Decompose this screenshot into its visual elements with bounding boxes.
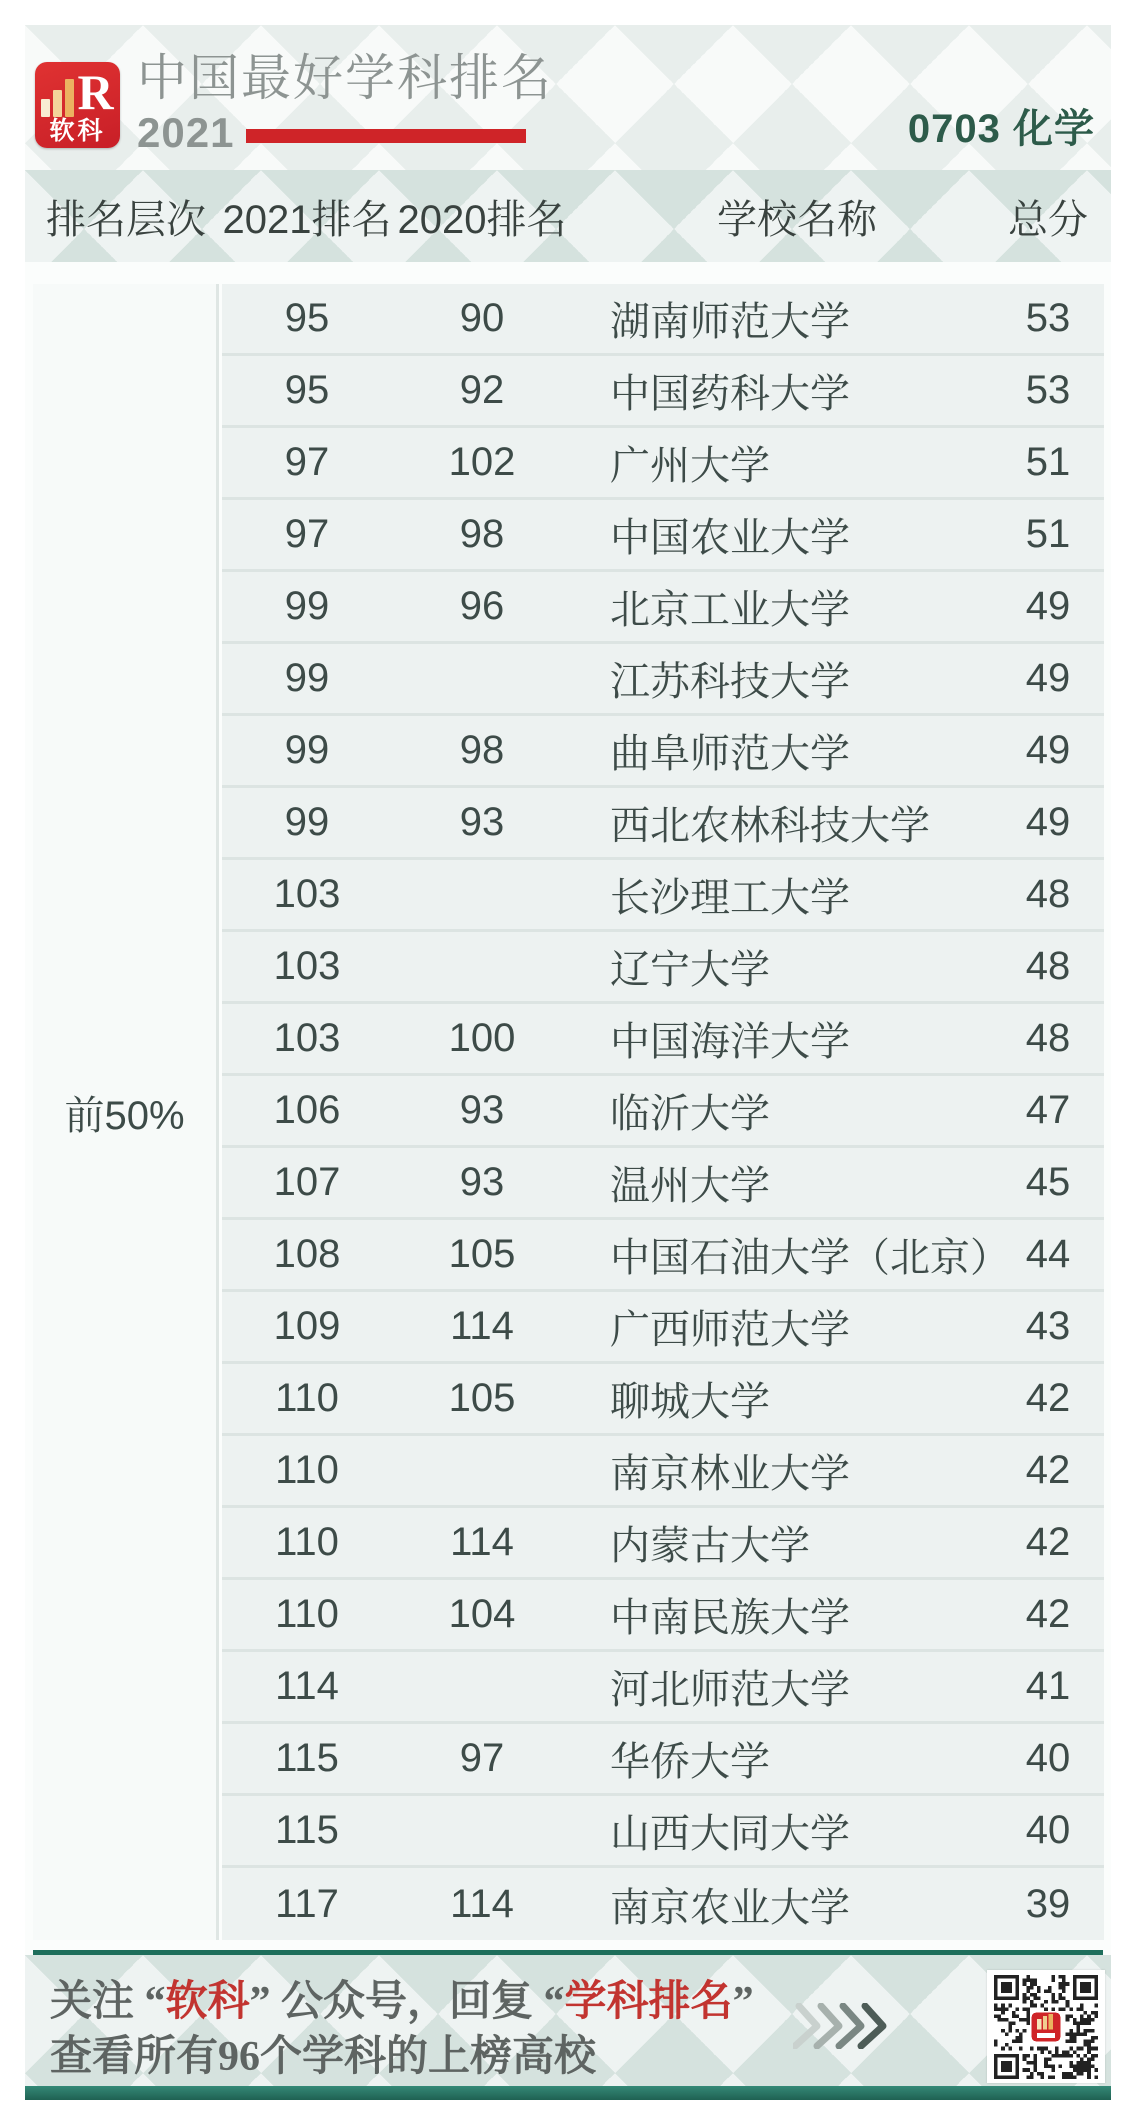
- page-title: 中国最好学科排名: [137, 50, 553, 106]
- school-name-cell: 中国药科大学: [610, 372, 850, 416]
- rank-2020-cell: 100: [448, 1016, 516, 1060]
- score-cell: 53: [1025, 368, 1071, 412]
- column-header-rank-2020: 2020排名: [397, 197, 567, 242]
- school-name-cell: 华侨大学: [610, 1740, 770, 1784]
- logo-brand-text: 软科: [49, 117, 106, 145]
- rank-2020-cell: 97: [459, 1736, 505, 1780]
- table-row: [222, 356, 1104, 428]
- rank-2020-cell: 114: [450, 1881, 514, 1926]
- column-header-tier: 排名层次: [46, 197, 206, 242]
- table-row: [222, 1076, 1104, 1148]
- score-cell: 49: [1025, 656, 1071, 700]
- rank-2020-cell: 92: [459, 368, 505, 412]
- score-cell: 42: [1025, 1520, 1071, 1564]
- score-cell: 49: [1025, 728, 1071, 772]
- score-cell: 49: [1025, 584, 1071, 628]
- subject-code-badge: 0703 化学: [907, 107, 1095, 151]
- rank-2020-cell: 98: [459, 512, 505, 556]
- bottom-bar: [25, 2086, 1111, 2100]
- rank-2021-cell: 110: [275, 1520, 339, 1564]
- table-row: [222, 1796, 1104, 1868]
- rank-2021-cell: 99: [284, 728, 330, 772]
- rank-2021-cell: 99: [284, 656, 330, 700]
- table-row: [222, 1220, 1104, 1292]
- footer-note-line2: 查看所有96个学科的上榜高校: [50, 2034, 597, 2080]
- school-name-cell: 温州大学: [610, 1164, 770, 1208]
- title-underline: [246, 129, 526, 143]
- rank-2021-cell: 110: [275, 1592, 339, 1636]
- rank-2021-cell: 115: [275, 1736, 339, 1780]
- table-row: [222, 1436, 1104, 1508]
- table-body: [33, 284, 1103, 1940]
- score-cell: 44: [1025, 1232, 1071, 1276]
- score-cell: 43: [1025, 1304, 1071, 1348]
- rank-2021-cell: 114: [275, 1664, 339, 1708]
- title-block: [137, 51, 553, 157]
- score-cell: 49: [1025, 800, 1071, 844]
- footer-text-part: ” 公众号，回复 “: [249, 1979, 565, 2025]
- rank-2021-cell: 97: [284, 512, 330, 556]
- school-name-cell: 广西师范大学: [610, 1308, 850, 1352]
- footer-highlight: 软科: [165, 1979, 250, 2025]
- column-header-school: 学校名称: [717, 197, 877, 242]
- school-name-cell: 中国农业大学: [610, 516, 850, 560]
- table-row: [222, 1652, 1104, 1724]
- score-cell: 48: [1025, 872, 1071, 916]
- score-cell: 40: [1025, 1808, 1071, 1852]
- table-row: [222, 1724, 1104, 1796]
- school-name-cell: 西北农林科技大学: [610, 804, 930, 848]
- rank-2021-cell: 115: [275, 1808, 339, 1852]
- score-cell: 42: [1025, 1376, 1071, 1420]
- footer-text-part: 关注 “: [50, 1979, 166, 2025]
- table-row: [222, 1868, 1104, 1940]
- table-row: [222, 284, 1104, 356]
- school-name-cell: 中南民族大学: [610, 1596, 850, 1640]
- rank-2020-cell: 104: [448, 1592, 516, 1636]
- table-row: [222, 932, 1104, 1004]
- rank-2021-cell: 99: [284, 584, 330, 628]
- school-name-cell: 南京农业大学: [610, 1885, 850, 1930]
- school-name-cell: 山西大同大学: [610, 1812, 850, 1856]
- logo-chart-mark: [41, 64, 114, 120]
- table-row: [222, 788, 1104, 860]
- qr-code: [987, 1970, 1105, 2083]
- rank-2021-cell: 106: [273, 1088, 341, 1132]
- table-row: [222, 1580, 1104, 1652]
- table-row: [222, 1148, 1104, 1220]
- table-row: [222, 1508, 1104, 1580]
- rank-2021-cell: 110: [275, 1448, 339, 1492]
- table-row: [222, 1292, 1104, 1364]
- table-row: [222, 428, 1104, 500]
- column-header-score: 总分: [1008, 197, 1088, 242]
- rank-2020-cell: 96: [459, 584, 505, 628]
- table-rows: [222, 284, 1104, 1940]
- school-name-cell: 曲阜师范大学: [610, 732, 850, 776]
- score-cell: 41: [1025, 1664, 1071, 1708]
- school-name-cell: 北京工业大学: [610, 588, 850, 632]
- tier-cell: [33, 284, 219, 1940]
- score-cell: 45: [1025, 1160, 1071, 1204]
- header-band: [25, 25, 1111, 170]
- footer-note-line1: [50, 1977, 754, 2027]
- edition-year: 2021: [137, 109, 235, 156]
- school-name-cell: 临沂大学: [610, 1092, 770, 1136]
- rank-2021-cell: 99: [284, 800, 330, 844]
- score-cell: 51: [1025, 512, 1071, 556]
- rank-2020-cell: 102: [448, 440, 516, 484]
- rank-2021-cell: 97: [284, 440, 330, 484]
- score-cell: 51: [1025, 440, 1071, 484]
- table-row: [222, 500, 1104, 572]
- rank-2021-cell: 110: [275, 1376, 339, 1420]
- bar-chart-icon: [41, 79, 74, 117]
- ranking-card: [25, 25, 1111, 2100]
- tier-label: 前50%: [64, 1093, 185, 1138]
- score-cell: 42: [1025, 1448, 1071, 1492]
- rank-2020-cell: 93: [459, 800, 505, 844]
- school-name-cell: 内蒙古大学: [610, 1524, 810, 1568]
- footer-note: [50, 1977, 754, 2082]
- table-row: [222, 644, 1104, 716]
- rank-2021-cell: 95: [284, 296, 330, 340]
- chevrons-right-icon: [793, 2003, 889, 2049]
- rank-2020-cell: 114: [450, 1520, 514, 1564]
- rank-2020-cell: 93: [459, 1160, 505, 1204]
- table-row: [222, 572, 1104, 644]
- score-cell: 48: [1025, 944, 1071, 988]
- footer-highlight: 学科排名: [564, 1979, 733, 2025]
- school-name-cell: 长沙理工大学: [610, 876, 850, 920]
- rank-2021-cell: 95: [284, 368, 330, 412]
- logo-r-mark: R: [77, 64, 114, 120]
- score-cell: 42: [1025, 1592, 1071, 1636]
- rank-2020-cell: 114: [450, 1304, 514, 1348]
- school-name-cell: 河北师范大学: [610, 1668, 850, 1712]
- school-name-cell: 中国石油大学（北京）: [610, 1236, 1010, 1280]
- school-name-cell: 湖南师范大学: [610, 300, 850, 344]
- rank-2021-cell: 103: [273, 944, 341, 988]
- school-name-cell: 聊城大学: [610, 1380, 770, 1424]
- rank-2021-cell: 109: [273, 1304, 341, 1348]
- rank-2021-cell: 117: [275, 1881, 339, 1926]
- rank-2020-cell: 105: [448, 1232, 516, 1276]
- school-name-cell: 辽宁大学: [610, 948, 770, 992]
- footer-text-part: ”: [732, 1979, 754, 2025]
- rank-2020-cell: 93: [459, 1088, 505, 1132]
- footer-band: [25, 1955, 1111, 2086]
- school-name-cell: 中国海洋大学: [610, 1020, 850, 1064]
- rank-2020-cell: 90: [459, 296, 505, 340]
- score-cell: 40: [1025, 1736, 1071, 1780]
- table-row: [222, 1004, 1104, 1076]
- rank-2021-cell: 103: [273, 1016, 341, 1060]
- rank-2021-cell: 103: [273, 872, 341, 916]
- score-cell: 39: [1025, 1881, 1071, 1926]
- table-header-row: [25, 170, 1111, 262]
- rank-2021-cell: 108: [273, 1232, 341, 1276]
- table-row: [222, 860, 1104, 932]
- table-row: [222, 1364, 1104, 1436]
- rank-2020-cell: 98: [459, 728, 505, 772]
- school-name-cell: 南京林业大学: [610, 1452, 850, 1496]
- rank-2020-cell: 105: [448, 1376, 516, 1420]
- score-cell: 48: [1025, 1016, 1071, 1060]
- score-cell: 53: [1025, 296, 1071, 340]
- school-name-cell: 江苏科技大学: [610, 660, 850, 704]
- column-header-rank-2021: 2021排名: [222, 197, 392, 242]
- rank-2021-cell: 107: [273, 1160, 341, 1204]
- score-cell: 47: [1025, 1088, 1071, 1132]
- school-name-cell: 广州大学: [610, 444, 770, 488]
- shanghairanking-logo: [35, 62, 120, 148]
- table-row: [222, 716, 1104, 788]
